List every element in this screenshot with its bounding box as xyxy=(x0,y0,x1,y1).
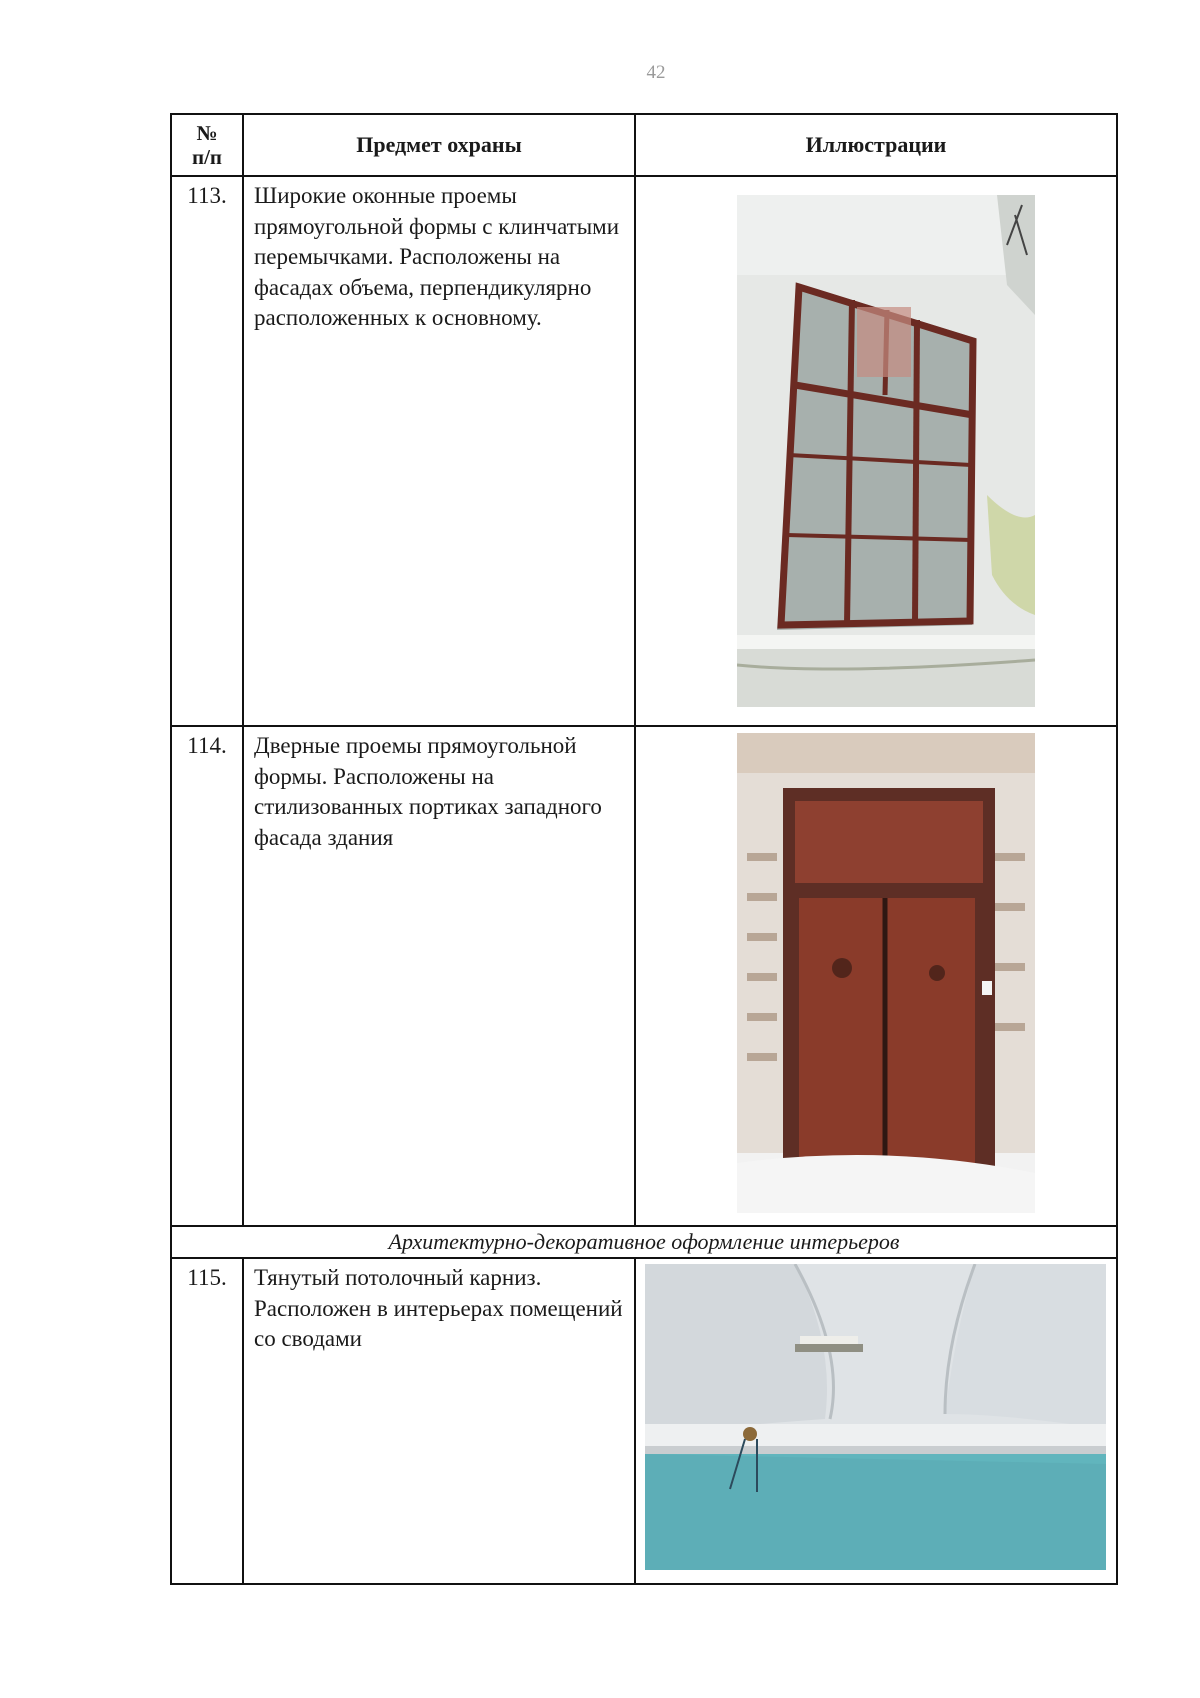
row-number: 115. xyxy=(171,1258,243,1584)
row-number: 114. xyxy=(171,726,243,1226)
protection-table xyxy=(170,113,1118,1585)
row-illustration xyxy=(635,1258,1117,1584)
table-row xyxy=(171,726,1117,1226)
row-subject: Дверные проемы прямоугольной формы. Расположены на стилизованных портиках западного фасада здания xyxy=(243,726,635,1226)
header-number-label: № п/п xyxy=(191,121,223,169)
row-number: 113. xyxy=(171,176,243,726)
table-row xyxy=(171,176,1117,726)
header-subject: Предмет охраны xyxy=(243,114,635,176)
header-number xyxy=(171,114,243,176)
table-header-row xyxy=(171,114,1117,176)
row-subject: Широкие оконные проемы прямоугольной формы с клинчатыми перемычками. Расположены на фасадах объема, перпендикулярно расположенных к основному. xyxy=(243,176,635,726)
window-photo xyxy=(737,195,1035,707)
section-row xyxy=(171,1226,1117,1258)
header-illustrations: Иллюстрации xyxy=(635,114,1117,176)
cornice-photo xyxy=(645,1264,1106,1570)
page-number: 42 xyxy=(646,62,666,83)
row-illustration xyxy=(635,726,1117,1226)
door-photo xyxy=(737,733,1035,1213)
row-subject: Тянутый потолочный карниз. Расположен в интерьерах помещений со сводами xyxy=(243,1258,635,1584)
table-row xyxy=(171,1258,1117,1584)
row-illustration xyxy=(635,176,1117,726)
section-title: Архитектурно-декоративное оформление интерьеров xyxy=(171,1226,1117,1258)
